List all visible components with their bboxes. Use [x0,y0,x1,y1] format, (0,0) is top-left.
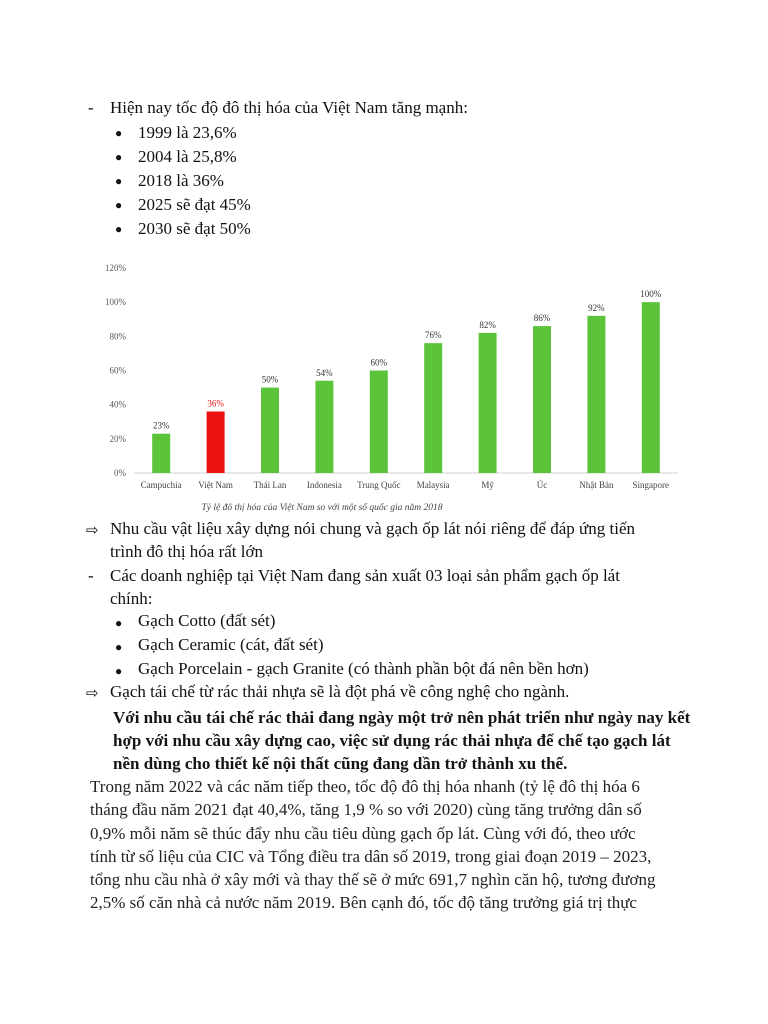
product-item: Gạch Porcelain - gạch Granite (có thành phần bột đá nên bền hơn) [138,659,589,678]
intro-text: Hiện nay tốc độ đô thị hóa của Việt Nam tăng mạnh: [110,98,468,117]
body-line: 0,9% mỗi năm sẽ thúc đẩy nhu cầu tiêu dùng gạch ốp lát. Cùng với đó, theo ước [90,823,636,843]
conclusion-1-line: trình đô thị hóa rất lớn [110,542,263,561]
products-dash: - [88,566,94,585]
bar-singapore [642,302,660,473]
category-label: Mỹ [481,480,494,490]
category-label: Nhật Bản [579,480,614,490]
body-line: tháng đầu năm 2021 đạt 40,4%, tăng 1,9 % so với 2020) cùng tăng trưởng dân số [90,800,642,820]
chart-caption: Tỷ lệ đô thị hóa của Việt Nam so với một số quốc gia năm 2018 [201,503,443,513]
arrow-right-icon: ⇨ [86,684,99,702]
bar-value-label: 54% [316,367,333,378]
conclusion-2-text: Gạch tái chế từ rác thải nhựa sẽ là đột phá về công nghệ cho ngành. [110,682,570,701]
list-item: 2018 là 36% [138,171,224,190]
y-tick-label: 60% [109,365,126,376]
bar-indonesia [315,381,333,473]
bullet-icon: ● [115,174,123,188]
bar-value-label: 23% [152,420,170,431]
list-item: 2004 là 25,8% [138,147,237,166]
bar-value-label: 82% [479,319,496,330]
bar-campuchia [152,434,170,473]
bullet-icon: ● [115,150,123,164]
products-line: chính: [110,589,153,608]
bar-value-label: 50% [261,374,279,385]
bar-việt-nam [207,412,225,474]
category-label: Indonesia [306,480,342,490]
body-line: tính từ số liệu của CIC và Tổng điều tra dân số 2019, trong giai đoạn 2019 – 2023, [90,846,652,866]
y-tick-label: 100% [105,297,126,308]
category-label: Trung Quốc [357,480,401,490]
bar-mỹ [479,333,497,473]
conclusion-1-line: Nhu cầu vật liệu xây dựng nói chung và gạch ốp lát nói riêng để đáp ứng tiến [110,519,635,538]
bar-trung-quốc [370,371,388,474]
bullet-icon: ● [115,664,123,678]
y-tick-label: 20% [109,433,126,444]
body-line: Trong năm 2022 và các năm tiếp theo, tốc độ đô thị hóa nhanh (tỷ lệ đô thị hóa 6 [90,777,640,796]
bullet-icon: ● [115,222,123,236]
highlight-line: nền dùng cho thiết kế nội thất cũng đang dần trở thành xu thế. [113,754,568,773]
y-tick-label: 0% [114,468,126,478]
y-tick-label: 80% [109,331,126,342]
bar-value-label: 36% [207,398,224,409]
bar-value-label: 76% [424,330,442,341]
product-item: Gạch Ceramic (cát, đất sét) [138,635,324,654]
category-label: Việt Nam [198,480,233,490]
bar-value-label: 92% [588,302,605,313]
highlight-line: Với nhu cầu tái chế rác thải đang ngày một trở nên phát triển như ngày nay kết [113,708,691,727]
bar-úc [533,326,551,473]
bar-nhật-bản [587,316,605,473]
bar-value-label: 86% [533,313,551,324]
y-tick-label: 120% [105,263,126,273]
products-line: Các doanh nghiệp tại Việt Nam đang sản xuất 03 loại sản phẩm gạch ốp lát [110,566,620,585]
bar-value-label: 60% [370,357,388,368]
category-label: Malaysia [416,480,450,490]
urbanization-bar-chart [96,258,686,520]
y-tick-label: 40% [109,399,126,410]
bullet-icon: ● [115,198,123,212]
product-item: Gạch Cotto (đất sét) [138,611,276,630]
category-label: Singapore [632,480,670,490]
highlight-paragraph [113,706,713,775]
list-item: 2030 sẽ đạt 50% [138,219,251,238]
category-label: Thái Lan [253,480,287,490]
bar-thái-lan [261,388,279,473]
arrow-right-icon: ⇨ [86,521,99,539]
body-paragraph [90,775,690,915]
list-item: 2025 sẽ đạt 45% [138,195,251,214]
bullet-icon: ● [115,126,123,140]
bullet-icon: ● [115,640,123,654]
bar-value-label: 100% [640,289,662,300]
highlight-line: hợp với nhu cầu xây dựng cao, việc sử dụng rác thải nhựa để chế tạo gạch lát [113,731,671,750]
category-label: Campuchia [140,480,182,490]
category-label: Úc [536,480,548,490]
body-line: tổng nhu cầu nhà ở xây mới và thay thế sẽ ở mức 691,7 nghìn căn hộ, tương đương [90,870,656,890]
bullet-icon: ● [115,616,123,630]
intro-dash: - [88,98,94,117]
body-line: 2,5% số căn nhà cả nước năm 2019. Bên cạnh đó, tốc độ tăng trưởng giá trị thực [90,893,637,913]
bar-malaysia [424,343,442,473]
list-item: 1999 là 23,6% [138,123,237,142]
